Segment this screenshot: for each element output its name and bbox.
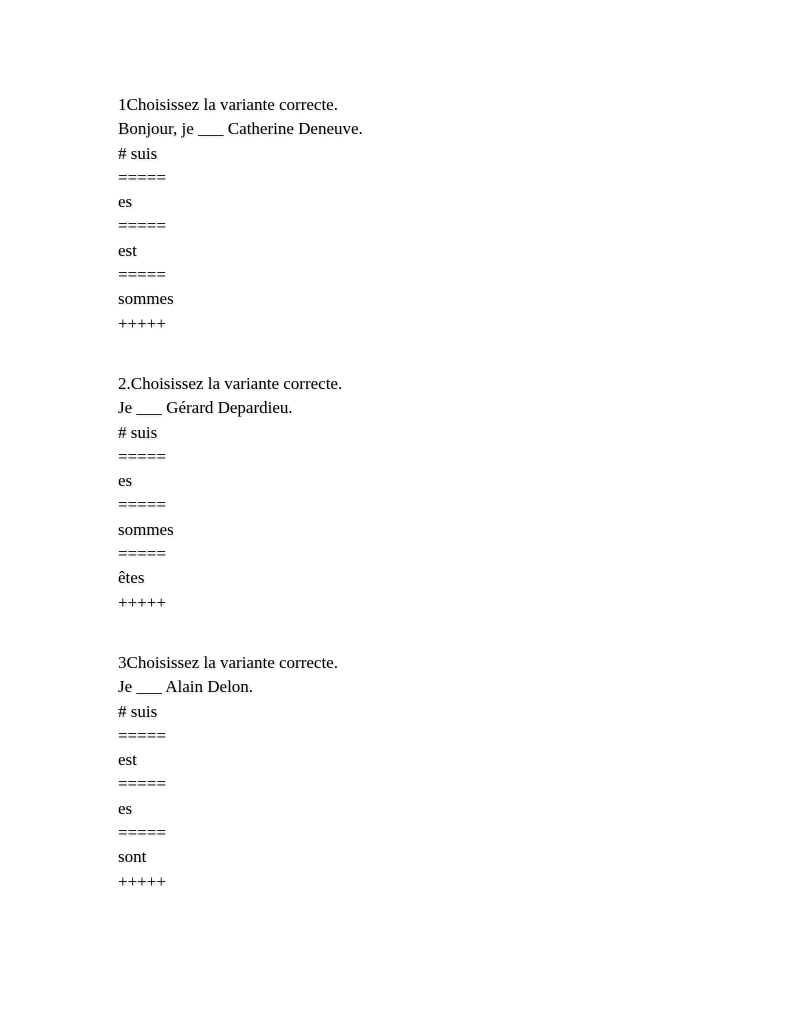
answer-correct: # suis xyxy=(118,143,158,163)
question-title: 3Choisissez la variante correcte. xyxy=(118,652,338,672)
answer-option: sommes xyxy=(118,519,174,539)
question-title: 2.Choisissez la variante correcte. xyxy=(118,373,343,393)
answer-option: êtes xyxy=(118,568,145,588)
answer-correct: # suis xyxy=(118,701,158,721)
separator: ===== xyxy=(118,544,166,564)
separator: ===== xyxy=(118,823,166,843)
question-prompt: Bonjour, je ___ Catherine Deneuve. xyxy=(118,119,363,139)
separator: ===== xyxy=(118,446,166,466)
separator: ===== xyxy=(118,495,166,515)
question-title: 1Choisissez la variante correcte. xyxy=(118,95,338,114)
answer-option: sommes xyxy=(118,289,174,309)
answer-option: es xyxy=(118,798,133,818)
separator: ===== xyxy=(118,725,166,745)
separator: ===== xyxy=(118,167,166,187)
answer-option: es xyxy=(118,192,133,212)
question-3 xyxy=(118,651,758,894)
question-2 xyxy=(118,372,758,615)
question-prompt: Je ___ Gérard Depardieu. xyxy=(118,398,293,418)
end-marker: +++++ xyxy=(118,871,166,891)
answer-correct: # suis xyxy=(118,422,158,442)
separator: ===== xyxy=(118,216,166,236)
answer-option: sont xyxy=(118,847,147,867)
answer-option: est xyxy=(118,750,137,770)
answer-option: est xyxy=(118,240,137,260)
end-marker: +++++ xyxy=(118,313,166,333)
question-1 xyxy=(118,93,758,336)
separator: ===== xyxy=(118,265,166,285)
end-marker: +++++ xyxy=(118,592,166,612)
separator: ===== xyxy=(118,774,166,794)
answer-option: es xyxy=(118,471,133,491)
question-prompt: Je ___ Alain Delon. xyxy=(118,677,254,697)
document-page xyxy=(118,93,758,930)
